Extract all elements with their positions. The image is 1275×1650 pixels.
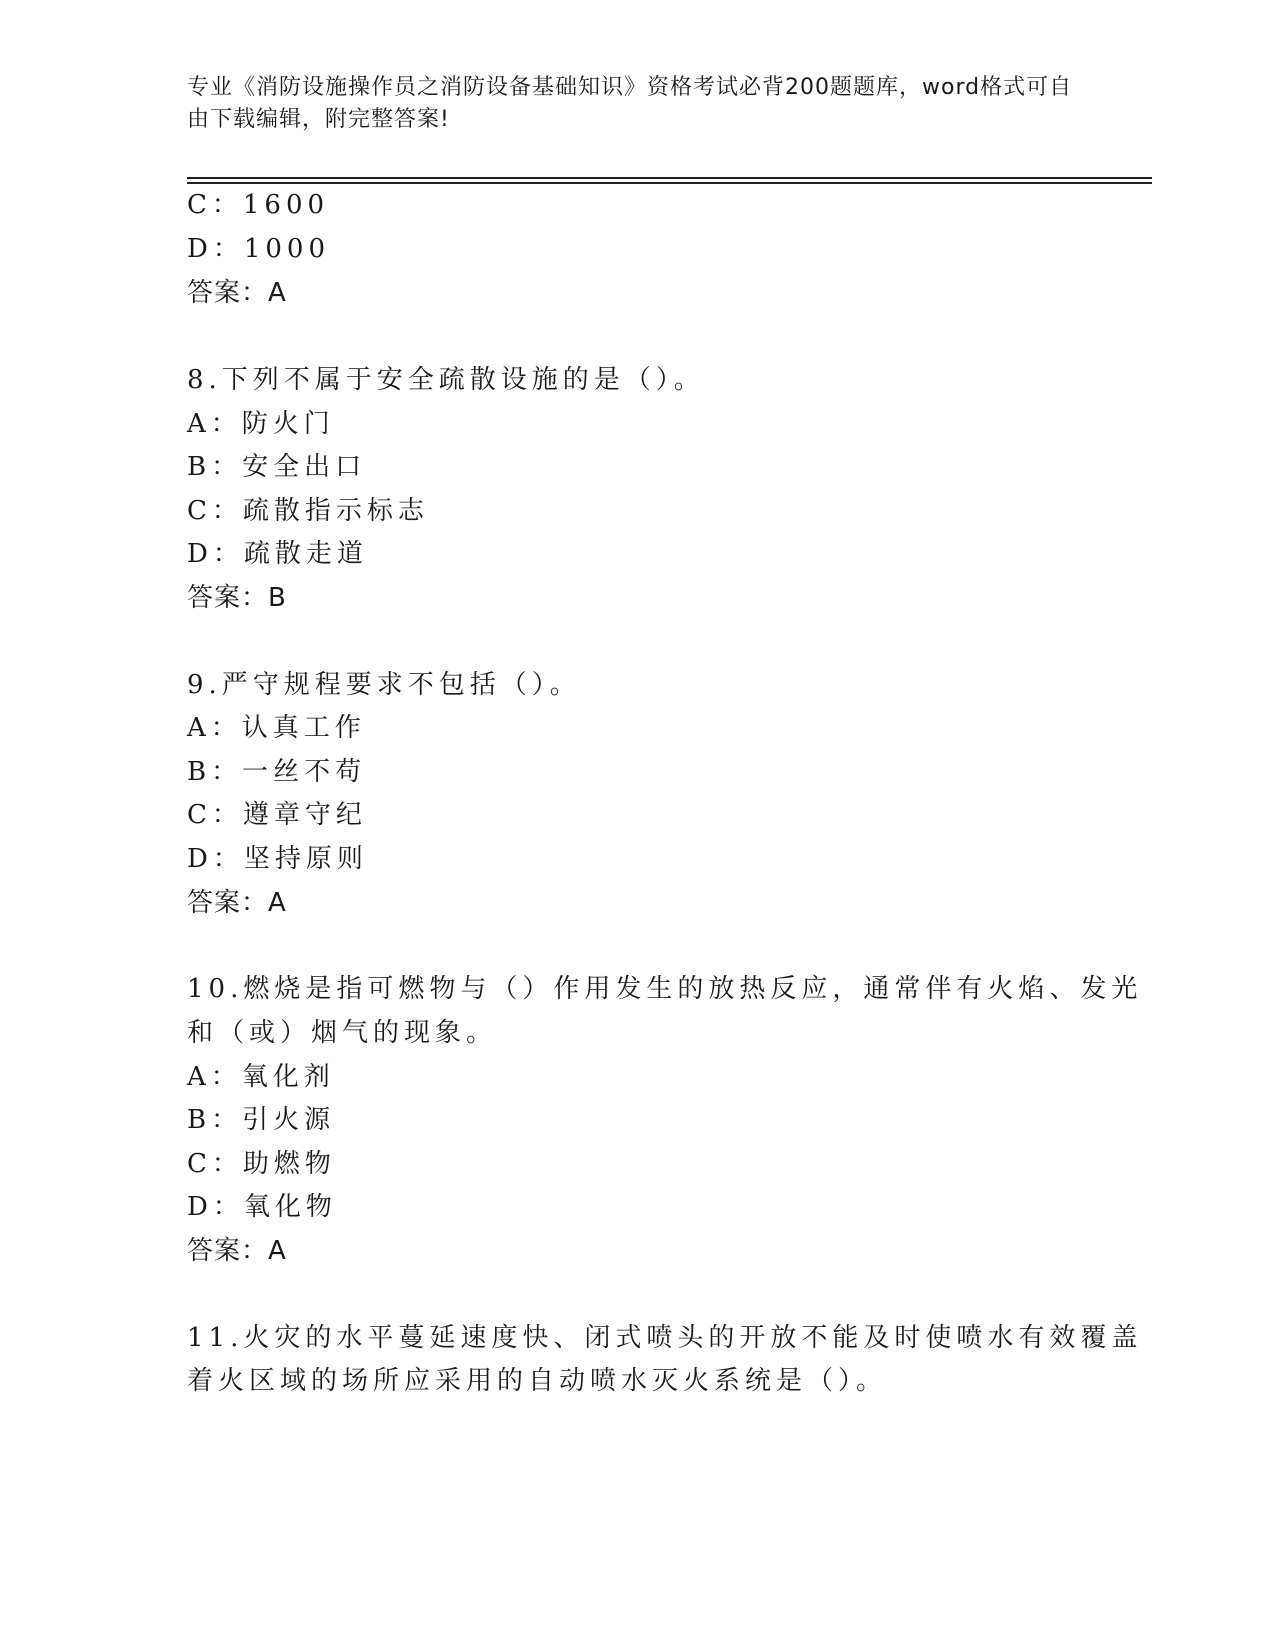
q9-stem: 9.严守规程要求不包括（）。 bbox=[187, 670, 581, 700]
document-header: 专业《消防设施操作员之消防设备基础知识》资格考试必背200题题库，word格式可自由下载编辑，附完整答案! bbox=[187, 75, 1073, 132]
q9-answer: 答案：A bbox=[187, 888, 287, 918]
q10-option-d: D：氧化物 bbox=[187, 1192, 337, 1222]
q8-answer: 答案：B bbox=[187, 583, 287, 613]
q8-option-a: A：防火门 bbox=[187, 409, 335, 439]
q7-option-c: C：1600 bbox=[187, 190, 330, 220]
q11-stem-line-2: 着火区域的场所应采用的自动喷水灭火系统是（）。 bbox=[187, 1366, 888, 1396]
q9-option-c: C：遵章守纪 bbox=[187, 800, 367, 830]
q8-option-d: D：疏散走道 bbox=[187, 539, 368, 569]
q10-option-a: A：氧化剂 bbox=[187, 1062, 335, 1092]
q10-option-c: C：助燃物 bbox=[187, 1149, 336, 1179]
q10-answer: 答案：A bbox=[187, 1236, 287, 1266]
q7-option-d: D：1000 bbox=[187, 234, 331, 264]
q8-option-c: C：疏散指示标志 bbox=[187, 496, 429, 526]
q10-stem-line-2: 和（或）烟气的现象。 bbox=[187, 1018, 498, 1048]
header-divider-top bbox=[187, 177, 1152, 179]
q8-option-b: B：安全出口 bbox=[187, 452, 367, 482]
q9-option-d: D：坚持原则 bbox=[187, 844, 368, 874]
q9-option-a: A：认真工作 bbox=[187, 713, 366, 743]
q7-answer: 答案：A bbox=[187, 278, 287, 308]
q10-stem-line-1: 10.燃烧是指可燃物与（）作用发生的放热反应，通常伴有火焰、发光 bbox=[187, 974, 1143, 1004]
q11-stem-line-1: 11.火灾的水平蔓延速度快、闭式喷头的开放不能及时使喷水有效覆盖 bbox=[187, 1323, 1143, 1353]
q9-option-b: B：一丝不苟 bbox=[187, 757, 367, 787]
q8-stem: 8.下列不属于安全疏散设施的是（）。 bbox=[187, 365, 705, 395]
q10-option-b: B：引火源 bbox=[187, 1105, 336, 1135]
